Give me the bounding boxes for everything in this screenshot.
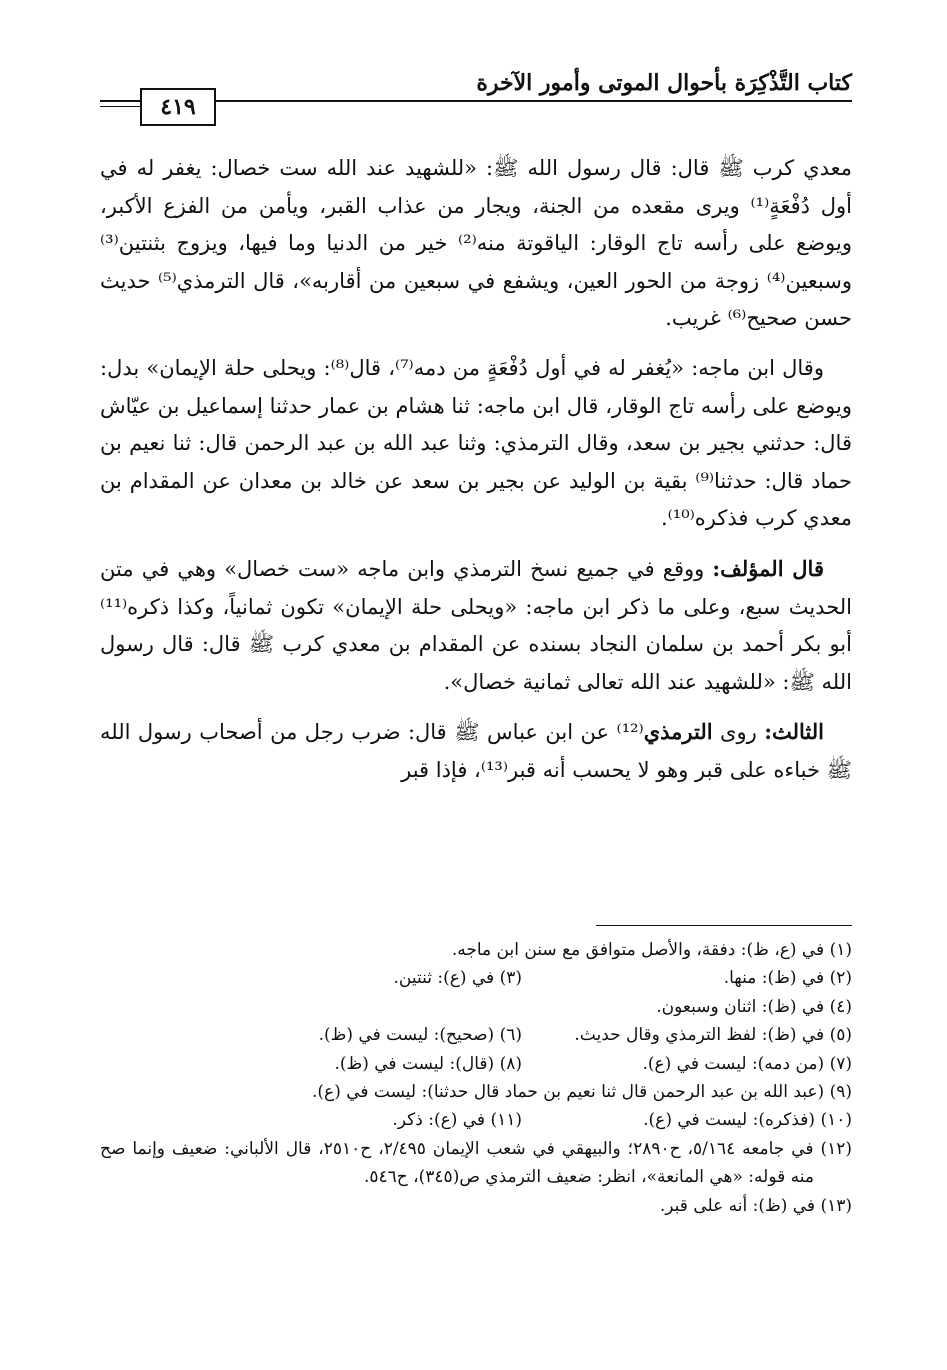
paragraph-1: معدي كرب ﷺ قال: قال رسول الله ﷺ: «للشهيد عند الله ست خصال: يغفر له في أول دُفْعَةٍ⁽¹⁾ ويرى مقعده من الجنة، ويجار من عذاب القبر، ويأمن من الفزع الأكبر، ويوضع على رأسه تاج الوقار: الياقوتة منه⁽²⁾ خير من الدنيا وما فيها، ويزوج بثنتين⁽³⁾ وسبعين⁽⁴⁾ زوجة من الحور العين، ويشفع في سبعين من أقاربه»، قال الترمذي⁽⁵⁾ حديث حسن صحيح⁽⁶⁾ غريب. bbox=[100, 156, 852, 331]
paragraph-2: وقال ابن ماجه: «يُغفر له في أول دُفْعَةٍ من دمه⁽⁷⁾، قال⁽⁸⁾: ويحلى حلة الإيمان» بدل: ويوضع على رأسه تاج الوقار، قال ابن ماجه: ثنا هشام بن عمار حدثنا إسماعيل بن عيّاش قال: حدثني بجير بن سعد، وقال الترمذي: وثنا عبد الله بن عبد الرحمن قال: ثنا نعيم بن حماد قال: حدثنا⁽⁹⁾ بقية بن الوليد عن بجير بن سعد عن خالد بن معدان عن المقدام بن معدي كرب فذكره⁽¹⁰⁾. bbox=[100, 355, 852, 531]
footnote: (٧) (من دمه): ليست في (ع). bbox=[642, 1053, 852, 1074]
paragraph-4 bbox=[100, 713, 852, 789]
footnote-separator bbox=[596, 925, 852, 926]
page-number: ٤١٩ bbox=[140, 88, 216, 126]
footnote: (٢) في (ظ): منها. bbox=[723, 968, 852, 989]
book-title: كتاب التَّذْكِرَة بأحوال الموتى وأمور الآخرة bbox=[476, 70, 852, 96]
footnote-row bbox=[100, 964, 852, 992]
paragraph-4-text: ⁽¹²⁾ عن ابن عباس ﷺ قال: ضرب رجل من أصحاب رسول الله ﷺ خباءه على قبر وهو لا يحسب أنه قبر⁽¹³⁾، فإذا قبر bbox=[100, 720, 852, 782]
running-header bbox=[100, 68, 852, 124]
footnote: (٨) (قال): ليست في (ظ). bbox=[334, 1053, 522, 1074]
footnote: (٥) في (ظ): لفظ الترمذي وقال حديث. bbox=[574, 1025, 852, 1046]
footnotes bbox=[100, 936, 852, 1220]
header-rule-left bbox=[100, 106, 140, 107]
footnote: (١٠) (فذكره): ليست في (ع). bbox=[643, 1110, 852, 1131]
footnote-row bbox=[100, 1106, 852, 1134]
paragraph-3 bbox=[100, 550, 852, 701]
footnote-row bbox=[100, 1021, 852, 1049]
footnote: (٣) في (ع): ثنتين. bbox=[393, 968, 522, 989]
main-text bbox=[100, 150, 852, 802]
third-lead: الثالث: bbox=[764, 719, 824, 745]
footnote: (٩) (عبد الله بن عبد الرحمن قال ثنا نعيم بن حماد قال حدثنا): ليست في (ع). bbox=[312, 1082, 852, 1103]
footnote: (١١) في (ع): ذكر. bbox=[392, 1110, 522, 1131]
footnote: (١٣) في (ظ): أنه على قبر. bbox=[659, 1195, 852, 1216]
paragraph-3-text: ووقع في جميع نسخ الترمذي وابن ماجه «ست خصال» وهي في متن الحديث سبع، وعلى ما ذكر ابن ماجه: «ويحلى حلة الإيمان» تكون ثمانياً، وكذا ذكره⁽¹¹⁾ أبو بكر أحمد بن سلمان النجاد بسنده عن المقدام بن معدي كرب ﷺ قال: قال رسول الله ﷺ: «للشهيد عند الله تعالى ثمانية خصال». bbox=[100, 556, 852, 694]
tirmidhi-name: الترمذي bbox=[643, 719, 713, 745]
footnote: (١) في (ع، ظ): دفقة، والأصل متوافق مع سنن ابن ماجه. bbox=[451, 940, 852, 960]
author-lead: قال المؤلف: bbox=[712, 555, 824, 581]
footnote: (١٢) في جامعه ٥/١٦٤، ح٢٨٩٠؛ والبيهقي في شعب الإيمان ٢/٤٩٥، ح٢٥١٠، قال الألباني: ضعيف وإنما صح منه قوله: «هي المانعة»، انظر: ضعيف الترمذي ص(٣٤٥)، ح٥٤٦. bbox=[100, 1138, 852, 1188]
footnote: (٦) (صحيح): ليست في (ظ). bbox=[318, 1025, 522, 1046]
footnote: (٤) في (ظ): اثنان وسبعون. bbox=[656, 996, 852, 1017]
footnote-row bbox=[100, 1050, 852, 1078]
paragraph-4-mid: روى bbox=[712, 720, 765, 745]
